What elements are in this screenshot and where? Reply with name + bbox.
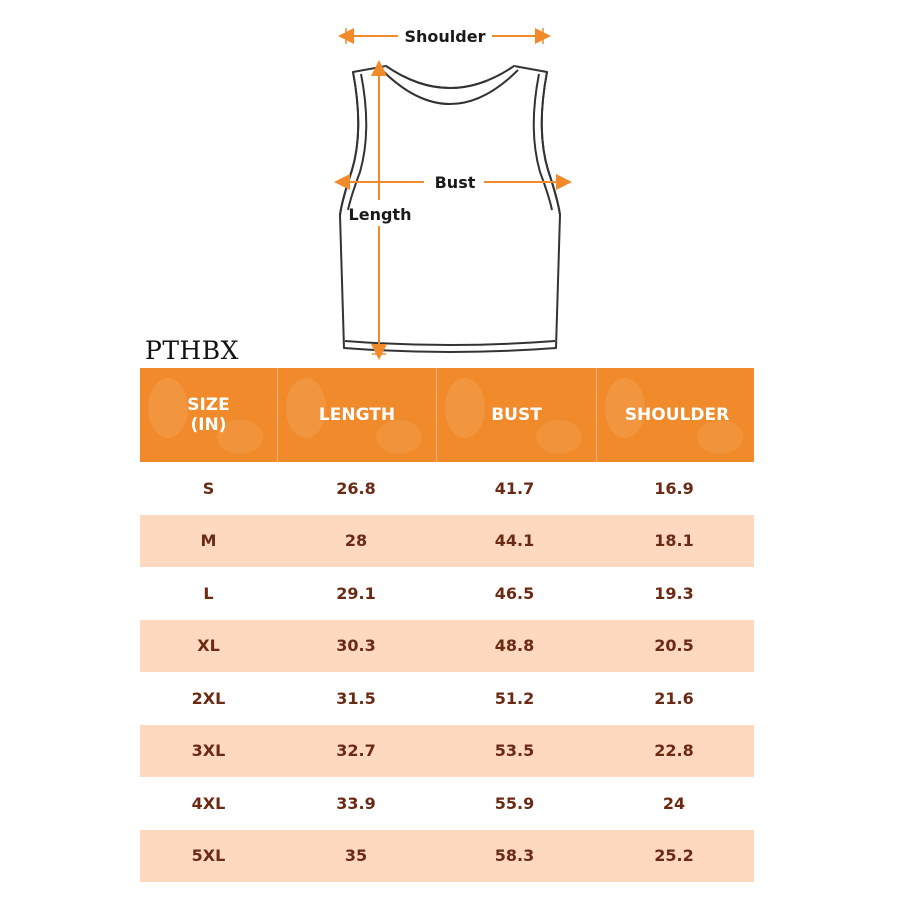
bust-label: Bust <box>434 173 476 192</box>
cell-length: 28 <box>344 531 368 551</box>
cell-bust: 44.1 <box>494 531 535 551</box>
table-row <box>140 830 754 883</box>
cell-size: XL <box>197 636 220 656</box>
table-row <box>140 672 754 725</box>
cell-size: 5XL <box>191 846 226 866</box>
header-shoulder: SHOULDER <box>597 368 757 462</box>
tank-top-diagram <box>0 0 900 370</box>
cell-length: 29.1 <box>336 583 376 603</box>
header-size-line1: SIZE <box>187 395 230 415</box>
cell-bust: 41.7 <box>494 478 535 498</box>
cell-size: 3XL <box>191 741 226 761</box>
cell-length: 26.8 <box>336 478 376 498</box>
cell-shoulder: 19.3 <box>654 583 694 603</box>
table-row <box>140 620 754 673</box>
cell-bust: 51.2 <box>494 688 535 708</box>
brand-name: PTHBX <box>145 336 239 365</box>
cell-bust: 46.5 <box>494 583 535 603</box>
cell-size: S <box>202 478 215 498</box>
table-row <box>140 462 754 515</box>
cell-size: L <box>203 583 214 603</box>
header-length: LENGTH <box>278 368 437 462</box>
header-size <box>140 368 278 462</box>
header-bust: BUST <box>437 368 597 462</box>
size-chart-table <box>140 368 754 882</box>
cell-length: 33.9 <box>336 793 376 813</box>
cell-shoulder: 25.2 <box>654 846 694 866</box>
cell-length: 35 <box>344 846 368 866</box>
cell-size: 2XL <box>191 688 226 708</box>
table-body <box>140 462 754 882</box>
cell-shoulder: 16.9 <box>654 478 694 498</box>
cell-bust: 48.8 <box>494 636 535 656</box>
header-size-line2: (IN) <box>190 415 227 435</box>
cell-bust: 53.5 <box>494 741 535 761</box>
shoulder-label: Shoulder <box>404 27 486 46</box>
shoulder-measure <box>346 27 543 46</box>
cell-length: 31.5 <box>336 688 376 708</box>
cell-shoulder: 22.8 <box>654 741 694 761</box>
cell-length: 30.3 <box>336 636 376 656</box>
table-row <box>140 725 754 778</box>
table-row <box>140 777 754 830</box>
table-row <box>140 515 754 568</box>
length-label: Length <box>348 205 412 224</box>
cell-bust: 55.9 <box>494 793 535 813</box>
table-header <box>140 368 754 462</box>
cell-bust: 58.3 <box>494 846 535 866</box>
cell-size: 4XL <box>191 793 226 813</box>
cell-shoulder: 20.5 <box>654 636 694 656</box>
cell-shoulder: 21.6 <box>654 688 694 708</box>
cell-length: 32.7 <box>336 741 376 761</box>
table-row <box>140 567 754 620</box>
cell-shoulder: 18.1 <box>654 531 694 551</box>
cell-size: M <box>200 531 217 551</box>
cell-shoulder: 24 <box>662 793 686 813</box>
